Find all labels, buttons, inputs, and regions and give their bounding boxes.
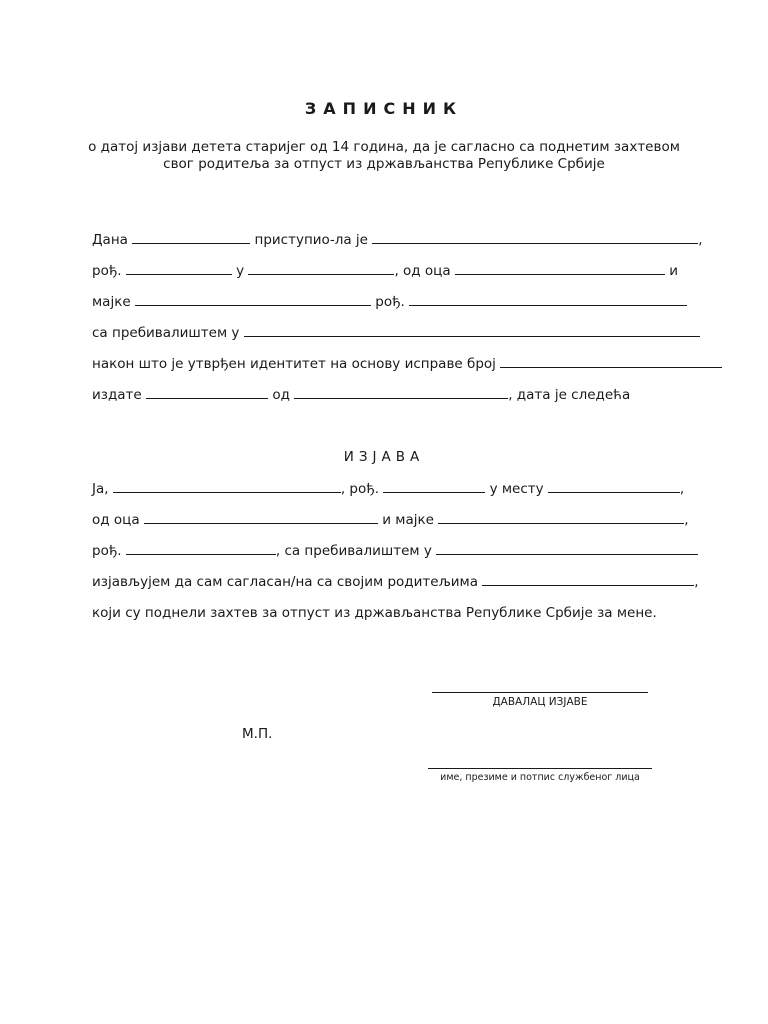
- statement-line-3: [92, 542, 696, 560]
- statement-closing-text: који су поднели захтев за отпуст из држављанства Републике Србије за мене.: [92, 605, 657, 621]
- statement-heading: ИЗЈАВА: [343, 449, 425, 465]
- blank-declarant-name[interactable]: [113, 480, 341, 493]
- official-signature-label: име, презиме и потпис службеног лица: [440, 772, 640, 783]
- blank-parents-names[interactable]: [482, 573, 694, 586]
- statement-line-5: [92, 604, 696, 622]
- blank-appeared-name[interactable]: [372, 231, 698, 244]
- label-and: и: [669, 263, 679, 279]
- blank-birth-date[interactable]: [126, 262, 232, 275]
- statement-line-4: [92, 573, 699, 591]
- record-line-5: [92, 355, 696, 373]
- punct-comma: ,: [694, 574, 699, 590]
- blank-statement-birth-date[interactable]: [126, 542, 276, 555]
- blank-statement-residence[interactable]: [436, 542, 698, 555]
- label-in: у: [236, 263, 245, 279]
- declarant-signature-label: ДАВАЛАЦ ИЗЈАВЕ: [492, 696, 588, 708]
- seal-placeholder: М.П.: [242, 726, 273, 742]
- declarant-signature-line[interactable]: [432, 692, 648, 693]
- blank-declarant-birth-place[interactable]: [548, 480, 680, 493]
- label-statement-father: од оца: [92, 512, 140, 528]
- punct-comma: ,: [679, 481, 685, 497]
- label-consent: изјављујем да сам сагласан/на са својим родитељима: [92, 574, 478, 590]
- blank-issue-date[interactable]: [146, 386, 268, 399]
- punct-comma: ,: [698, 232, 703, 248]
- blank-residence[interactable]: [244, 324, 700, 337]
- label-statement-mother: и мајке: [382, 512, 434, 528]
- blank-birth-place[interactable]: [248, 262, 394, 275]
- label-born: рођ.: [92, 263, 122, 279]
- blank-statement-father[interactable]: [144, 511, 378, 524]
- record-line-6: [92, 386, 696, 404]
- label-statement-residence: , са пребивалиштем у: [275, 543, 432, 559]
- record-line-4: [92, 324, 696, 342]
- label-identity-document: након што је утврђен идентитет на основу исправе број: [92, 356, 496, 372]
- blank-father-name[interactable]: [455, 262, 665, 275]
- subtitle-line-2: свог родитеља за отпуст из држављанства Републике Србије: [163, 156, 605, 172]
- label-declarant-born: , рођ.: [340, 481, 379, 497]
- statement-line-1: [92, 480, 696, 498]
- label-appeared: приступио-ла је: [254, 232, 368, 248]
- label-mother: мајке: [92, 294, 131, 310]
- blank-mother-name[interactable]: [135, 293, 371, 306]
- official-signature-line[interactable]: [428, 768, 652, 769]
- label-father: , од оца: [394, 263, 451, 279]
- subtitle-line-1: о датој изјави детета старијег од 14 година, да је сагласно са поднетим захтевом: [88, 139, 680, 155]
- blank-document-number[interactable]: [500, 355, 722, 368]
- label-in-place: у месту: [489, 481, 544, 497]
- blank-statement-mother[interactable]: [438, 511, 684, 524]
- label-date: Дана: [92, 232, 128, 248]
- label-issued: издате: [92, 387, 142, 403]
- label-by: од: [272, 387, 290, 403]
- blank-declarant-birth-date[interactable]: [383, 480, 485, 493]
- label-mother-born: рођ.: [375, 294, 405, 310]
- label-following: , дата је следећа: [508, 387, 631, 403]
- blank-date[interactable]: [132, 231, 250, 244]
- document-subtitle: [60, 139, 708, 173]
- document-title: ЗАПИСНИК: [304, 99, 464, 118]
- label-residence: са пребивалиштем у: [92, 325, 240, 341]
- record-line-3: [92, 293, 696, 311]
- statement-line-2: [92, 511, 696, 529]
- record-line-1: [92, 231, 703, 249]
- label-statement-born: рођ.: [92, 543, 122, 559]
- punct-comma: ,: [684, 512, 689, 528]
- label-i: Ја,: [92, 481, 109, 497]
- blank-issuer[interactable]: [294, 386, 508, 399]
- blank-mother-born[interactable]: [409, 293, 687, 306]
- record-line-2: [92, 262, 696, 280]
